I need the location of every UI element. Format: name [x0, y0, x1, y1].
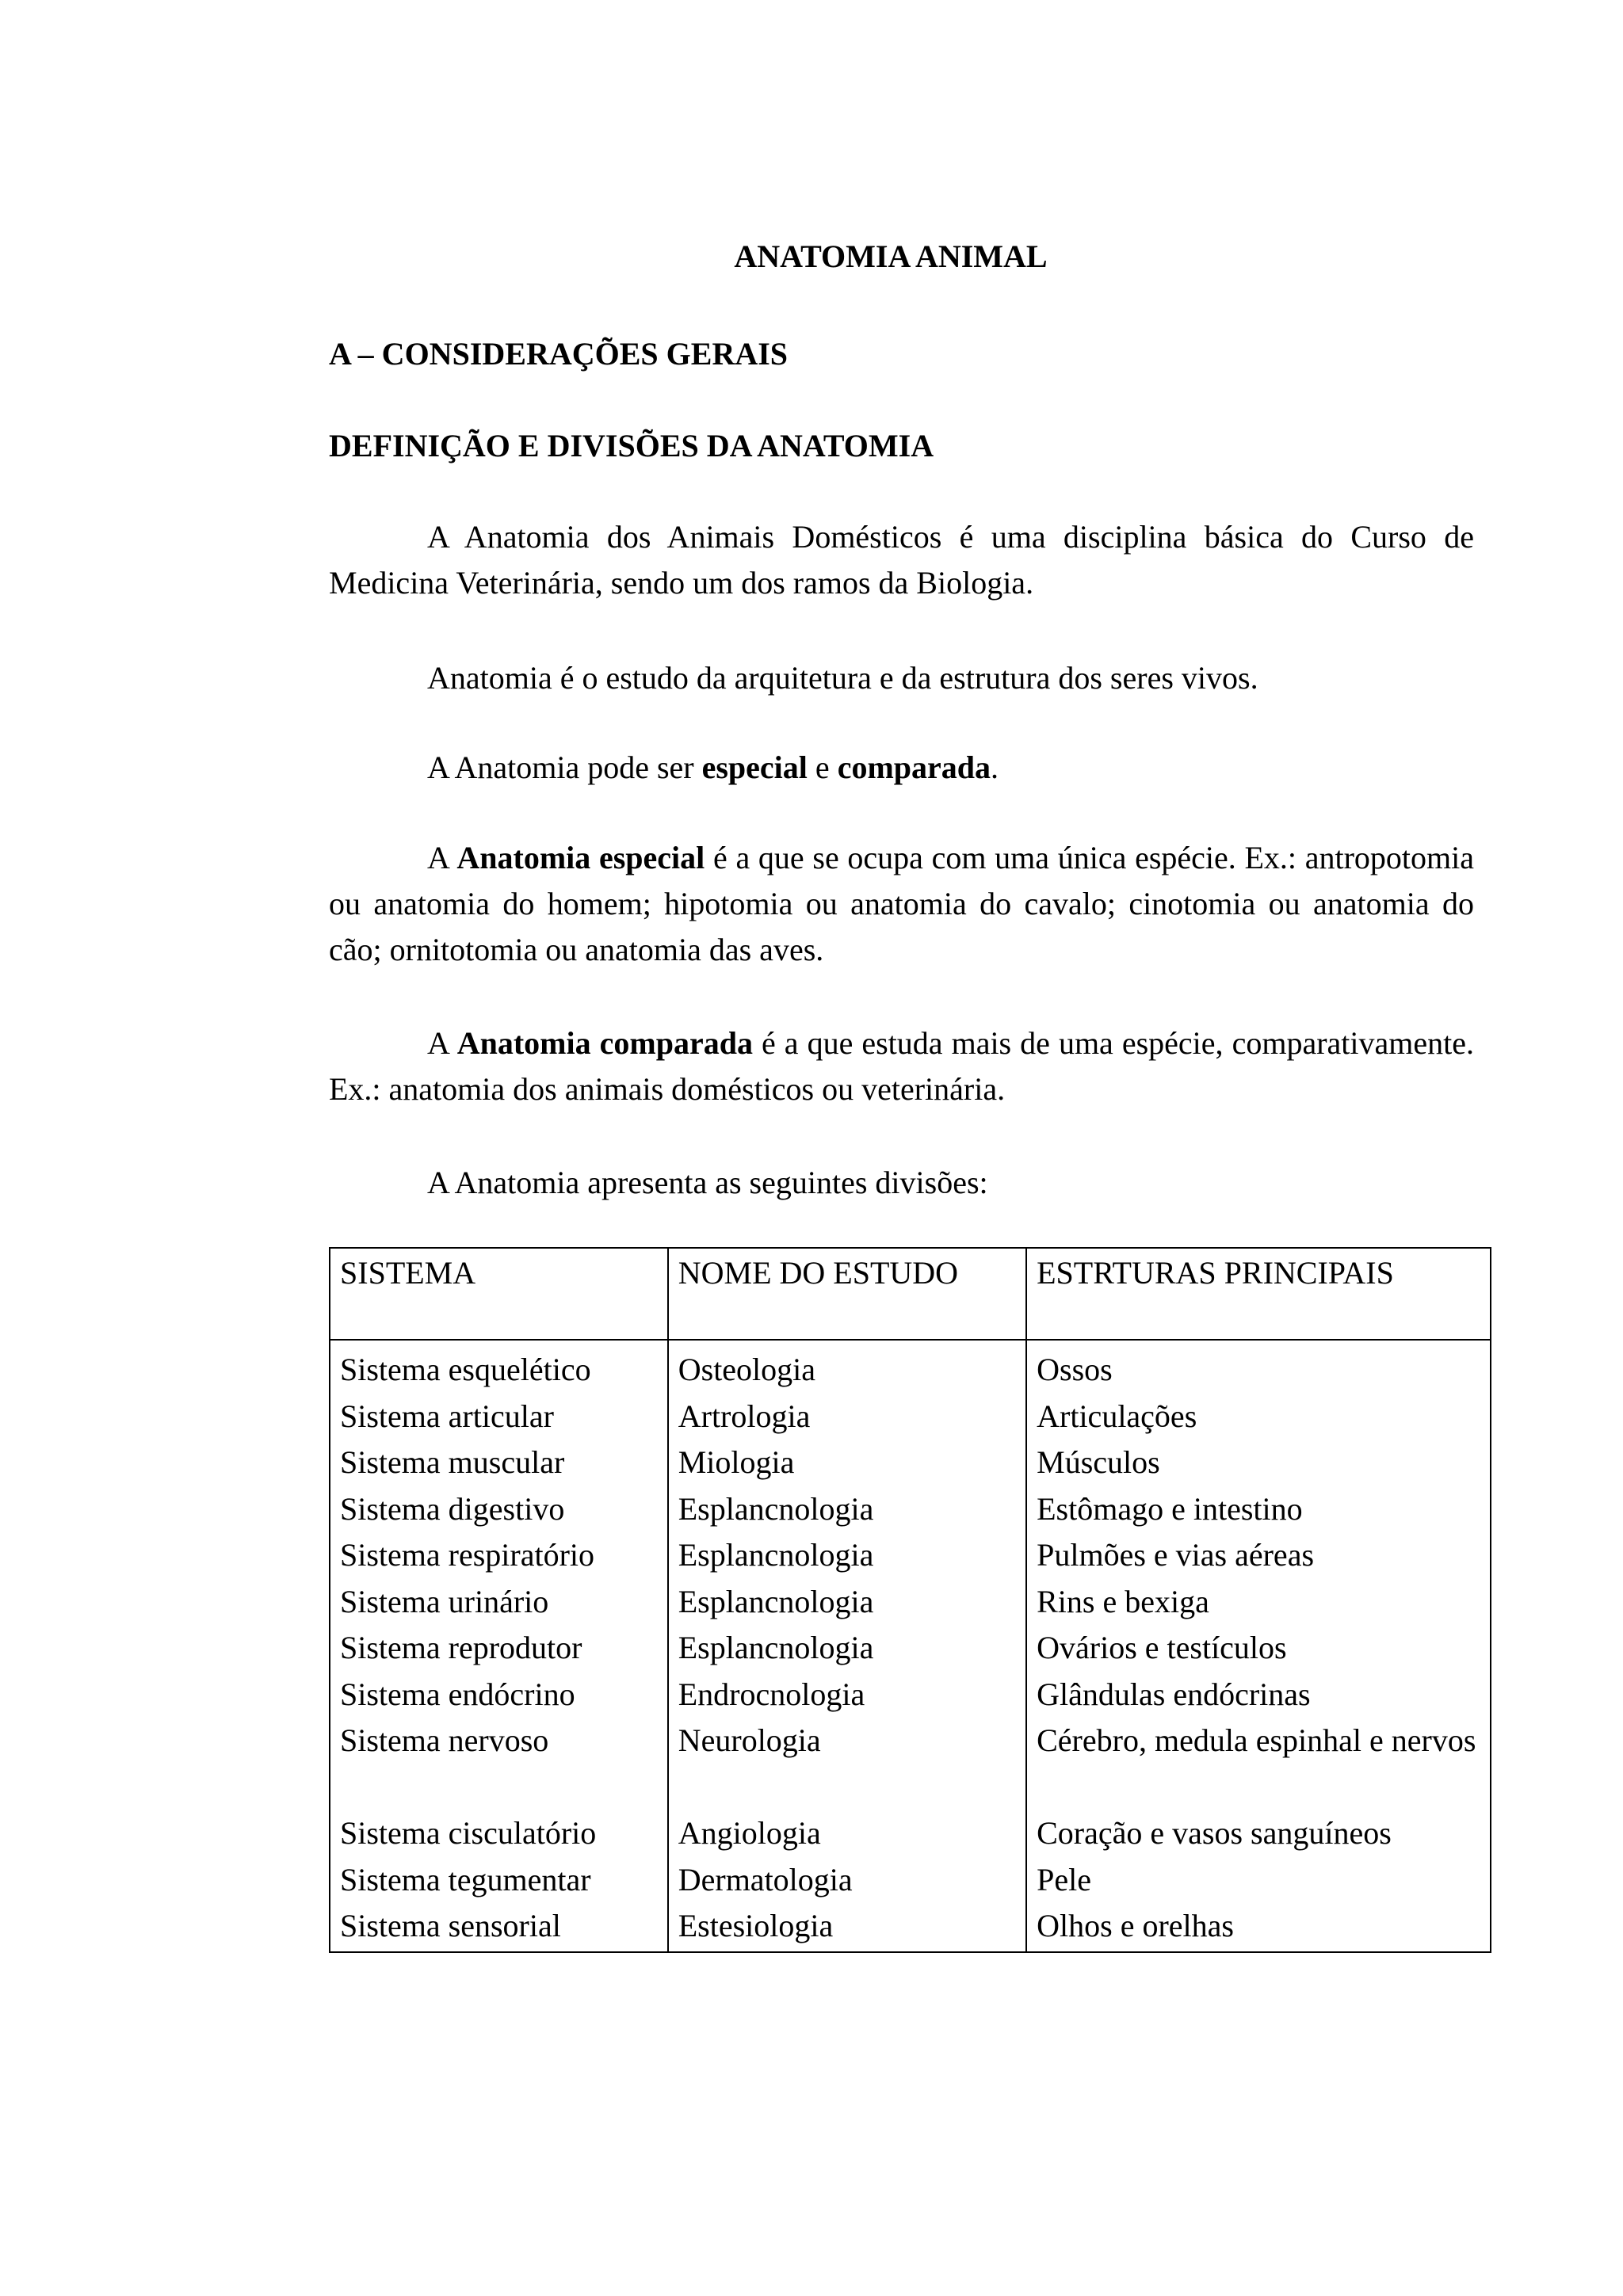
table-cell: Angiologia	[678, 1815, 821, 1851]
table-cell: Olhos e orelhas	[1037, 1908, 1234, 1943]
table-cell: Ossos	[1037, 1352, 1113, 1387]
table-cell: Rins e bexiga	[1037, 1583, 1209, 1619]
table-cell: Pulmões e vias aéreas	[1037, 1537, 1315, 1573]
table-cell: Sistema cisculatório	[340, 1815, 597, 1851]
table-cell: Esplancnologia	[678, 1630, 874, 1665]
table-cell: Esplancnologia	[678, 1490, 874, 1527]
table-cell: Sistema urinário	[340, 1583, 549, 1619]
column-estruturas-principais	[1026, 1340, 1491, 1952]
table-cell: Neurologia	[678, 1722, 821, 1758]
table-cell: Músculos	[1037, 1444, 1160, 1480]
column-nome-do-estudo	[668, 1340, 1026, 1952]
table-cell: Dermatologia	[678, 1861, 853, 1897]
table-cell: Esplancnologia	[678, 1583, 874, 1619]
term-comparada: comparada	[837, 749, 991, 785]
table-cell: Sistema tegumentar	[340, 1861, 591, 1897]
paragraph-anatomia-comparada: A Anatomia comparada é a que estuda mais de uma espécie, comparativamente. Ex.: anatomia dos animais domésticos ou veterinária.	[329, 1025, 1474, 1107]
term-especial: especial	[701, 749, 808, 785]
table-cell: Sistema reprodutor	[340, 1630, 582, 1665]
table-cell: Endrocnologia	[678, 1676, 865, 1712]
table-cell: Miologia	[678, 1444, 795, 1480]
table-cell: Sistema nervoso	[340, 1722, 549, 1758]
header-sistema: SISTEMA	[330, 1248, 668, 1340]
subsection-heading: DEFINIÇÃO E DIVISÕES DA ANATOMIA	[329, 428, 934, 463]
table-cell: Sistema sensorial	[340, 1908, 561, 1943]
table-cell: Coração e vasos sanguíneos	[1037, 1815, 1392, 1851]
table-cell: Sistema digestivo	[340, 1490, 565, 1527]
section-heading: A – CONSIDERAÇÕES GERAIS	[329, 336, 789, 372]
term-anatomia-comparada: Anatomia comparada	[456, 1025, 753, 1061]
header-nome-do-estudo: NOME DO ESTUDO	[668, 1248, 1026, 1340]
table-header-row	[330, 1248, 1491, 1340]
table-cell: Sistema endócrino	[340, 1676, 575, 1712]
table-cell: Sistema esquelético	[340, 1352, 591, 1387]
table-cell: Articulações	[1037, 1398, 1197, 1434]
table-cell: Esplancnologia	[678, 1537, 874, 1573]
document-title: ANATOMIA ANIMAL	[734, 238, 1048, 274]
table-cell: Sistema articular	[340, 1398, 554, 1434]
table-cell: Artrologia	[678, 1398, 811, 1434]
column-sistema	[330, 1340, 668, 1952]
table-cell: Glândulas endócrinas	[1037, 1676, 1311, 1712]
table-body-row	[330, 1340, 1491, 1952]
paragraph-intro: A Anatomia dos Animais Domésticos é uma disciplina básica do Curso de Medicina Veterinária, sendo um dos ramos da Biologia.	[329, 519, 1474, 601]
paragraph-anatomia-especial: A Anatomia especial é a que se ocupa com uma única espécie. Ex.: antropotomia ou anatomia do homem; hipotomia ou anatomia do cavalo; cinotomia ou anatomia do cão; ornitotomia ou anatomia das aves.	[329, 840, 1475, 967]
table-cell: Osteologia	[678, 1352, 816, 1387]
paragraph-definition: Anatomia é o estudo da arquitetura e da estrutura dos seres vivos.	[427, 660, 1258, 696]
table-cell: Estesiologia	[678, 1908, 834, 1943]
divisions-table	[329, 1247, 1491, 1953]
table-cell: Ovários e testículos	[1037, 1630, 1287, 1665]
table-cell: Sistema muscular	[340, 1444, 565, 1480]
paragraph-types: A Anatomia pode ser especial e comparada.	[427, 749, 999, 785]
paragraph-divisions-intro: A Anatomia apresenta as seguintes divisões:	[427, 1165, 988, 1200]
table-cell: Pele	[1037, 1861, 1091, 1897]
table-cell: Sistema respiratório	[340, 1537, 595, 1573]
header-estruturas-principais: ESTRTURAS PRINCIPAIS	[1026, 1248, 1491, 1340]
term-anatomia-especial: Anatomia especial	[456, 840, 705, 875]
table-cell: Estômago e intestino	[1037, 1490, 1303, 1527]
table-cell: Cérebro, medula espinhal e nervos	[1037, 1722, 1476, 1758]
